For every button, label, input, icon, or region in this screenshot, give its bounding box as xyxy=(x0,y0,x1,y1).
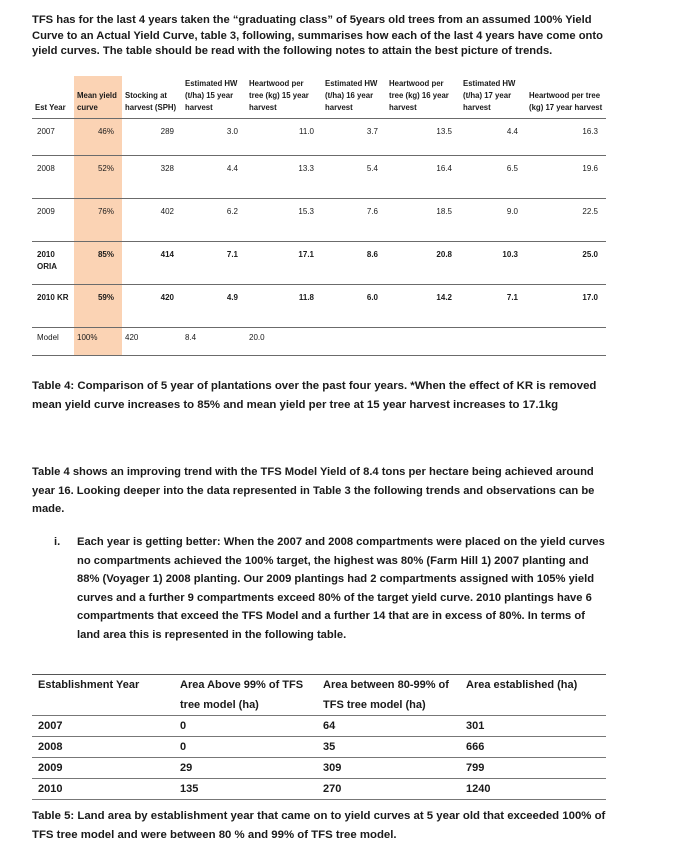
cell-value: 11.8 xyxy=(246,285,322,328)
cell-value: 17.1 xyxy=(246,242,322,285)
cell-value: 5.4 xyxy=(322,156,386,199)
cell-value: 309 xyxy=(317,758,460,779)
cell-value: 7.6 xyxy=(322,199,386,242)
cell-mean-yield: 100% xyxy=(74,328,122,356)
cell-value: 18.5 xyxy=(386,199,460,242)
cell-value: 15.3 xyxy=(246,199,322,242)
cell-mean-yield: 85% xyxy=(74,242,122,285)
col-header-hw-per-tree-16: Heartwood per tree (kg) 16 year harvest xyxy=(389,79,449,112)
cell-stocking: 328 xyxy=(122,156,182,199)
table-5-caption: Table 5: Land area by establishment year that came on to yield curves at 5 year old that exceeded 100% of TFS tree model and were between 80 % and 99% of TFS tree model. xyxy=(32,810,606,841)
col-header-area-established: Area established (ha) xyxy=(466,679,578,691)
cell-value xyxy=(322,328,386,356)
cell-mean-yield: 46% xyxy=(74,119,122,156)
cell-value: 64 xyxy=(317,716,460,737)
cell-est-year: 2007 xyxy=(32,119,74,156)
col-header-area-80-99: Area between 80-99% of TFS tree model (ha) xyxy=(323,679,449,711)
table-row xyxy=(32,156,606,199)
table-row xyxy=(32,758,606,779)
cell-est-year: 2010 KR xyxy=(32,285,74,328)
cell-year: 2007 xyxy=(32,716,174,737)
col-header-stocking: Stocking at harvest (SPH) xyxy=(125,91,177,112)
cell-value xyxy=(386,328,460,356)
cell-value: 301 xyxy=(460,716,606,737)
col-header-hw-per-tree-15: Heartwood per tree (kg) 15 year harvest xyxy=(249,79,309,112)
cell-value: 9.0 xyxy=(460,199,526,242)
cell-stocking: 402 xyxy=(122,199,182,242)
cell-value: 799 xyxy=(460,758,606,779)
cell-value: 7.1 xyxy=(182,242,246,285)
cell-value: 6.5 xyxy=(460,156,526,199)
cell-value: 135 xyxy=(174,779,317,800)
cell-value: 6.0 xyxy=(322,285,386,328)
list-item: Each year is getting better: When the 2007 and 2008 compartments were placed on the yield curves no compartments achieved the 100% target, the highest was 80% (Farm Hill 1) 2007 planting and 88% (Voyager 1) 2008 planting. Our 2009 plantings had 2 compartments assigned with 105% yield curves and a further 9 compartments exceed 80% of the target yield curve. 2010 plantings have 6 compartments that exceed the TFS Model and a further 14 that are in excess of 80%. In terms of land area this is represented in the following table. xyxy=(77,536,605,641)
table-row-model xyxy=(32,328,606,356)
col-header-hw-15: Estimated HW (t/ha) 15 year harvest xyxy=(185,79,238,112)
cell-value: 4.4 xyxy=(460,119,526,156)
cell-est-year: 2010 ORIA xyxy=(32,242,74,285)
cell-value: 3.7 xyxy=(322,119,386,156)
cell-year: 2009 xyxy=(32,758,174,779)
table-row xyxy=(32,779,606,800)
cell-year: 2008 xyxy=(32,737,174,758)
cell-value: 0 xyxy=(174,737,317,758)
cell-value: 11.0 xyxy=(246,119,322,156)
col-header-hw-per-tree-17: Heartwood per tree (kg) 17 year harvest xyxy=(529,91,603,112)
cell-value: 8.4 xyxy=(182,328,246,356)
cell-mean-yield: 52% xyxy=(74,156,122,199)
cell-value: 14.2 xyxy=(386,285,460,328)
cell-value: 22.5 xyxy=(526,199,606,242)
cell-value: 3.0 xyxy=(182,119,246,156)
cell-est-year: 2009 xyxy=(32,199,74,242)
table-5-header-row xyxy=(32,675,606,716)
table-4-caption: Table 4: Comparison of 5 year of plantations over the past four years. *When the effect of KR is removed mean yield curve increases to 85% and mean yield per tree at 15 year harvest increases to 17.1kg xyxy=(32,380,597,411)
cell-value: 10.3 xyxy=(460,242,526,285)
table-row xyxy=(32,199,606,242)
cell-value: 270 xyxy=(317,779,460,800)
list-marker: i. xyxy=(54,536,61,548)
table-row xyxy=(32,119,606,156)
cell-value: 20.8 xyxy=(386,242,460,285)
cell-value: 13.5 xyxy=(386,119,460,156)
col-header-hw-17: Estimated HW (t/ha) 17 year harvest xyxy=(463,79,516,112)
table-4-header-row xyxy=(32,76,606,119)
cell-year: 2010 xyxy=(32,779,174,800)
cell-value xyxy=(526,328,606,356)
table-4-discussion-paragraph: Table 4 shows an improving trend with the TFS Model Yield of 8.4 tons per hectare being achieved around year 16. Looking deeper into the data represented in Table 3 the following trends and observations can be made. xyxy=(32,466,595,516)
cell-value: 6.2 xyxy=(182,199,246,242)
cell-value: 0 xyxy=(174,716,317,737)
cell-value: 16.3 xyxy=(526,119,606,156)
cell-value: 8.6 xyxy=(322,242,386,285)
table-row xyxy=(32,716,606,737)
cell-mean-yield: 59% xyxy=(74,285,122,328)
table-4 xyxy=(32,76,606,356)
cell-value: 16.4 xyxy=(386,156,460,199)
cell-value: 35 xyxy=(317,737,460,758)
cell-value: 25.0 xyxy=(526,242,606,285)
table-row xyxy=(32,242,606,285)
cell-value xyxy=(460,328,526,356)
cell-value: 7.1 xyxy=(460,285,526,328)
table-row xyxy=(32,285,606,328)
cell-est-year: 2008 xyxy=(32,156,74,199)
col-header-area-above-99: Area Above 99% of TFS tree model (ha) xyxy=(180,679,304,711)
cell-est-year: Model xyxy=(32,328,74,356)
cell-value: 29 xyxy=(174,758,317,779)
cell-stocking: 414 xyxy=(122,242,182,285)
cell-value: 4.4 xyxy=(182,156,246,199)
cell-value: 13.3 xyxy=(246,156,322,199)
cell-value: 4.9 xyxy=(182,285,246,328)
cell-stocking: 420 xyxy=(122,328,182,356)
table-row xyxy=(32,737,606,758)
cell-value: 666 xyxy=(460,737,606,758)
cell-value: 20.0 xyxy=(246,328,322,356)
cell-mean-yield: 76% xyxy=(74,199,122,242)
col-header-hw-16: Estimated HW (t/ha) 16 year harvest xyxy=(325,79,378,112)
table-5 xyxy=(32,674,606,800)
col-header-est-year: Est Year xyxy=(35,103,66,112)
col-header-mean-yield-curve: Mean yield curve xyxy=(74,76,122,119)
cell-value: 19.6 xyxy=(526,156,606,199)
cell-stocking: 420 xyxy=(122,285,182,328)
intro-paragraph: TFS has for the last 4 years taken the “graduating class” of 5years old trees from an assumed 100% Yield Curve to an Actual Yield Curve, table 3, following, summarises how each of the last 4 years have come onto yield curves. The table should be read with the following notes to attain the best picture of trends. xyxy=(32,14,603,58)
cell-stocking: 289 xyxy=(122,119,182,156)
cell-value: 1240 xyxy=(460,779,606,800)
col-header-establishment-year: Establishment Year xyxy=(38,679,140,691)
cell-value: 17.0 xyxy=(526,285,606,328)
